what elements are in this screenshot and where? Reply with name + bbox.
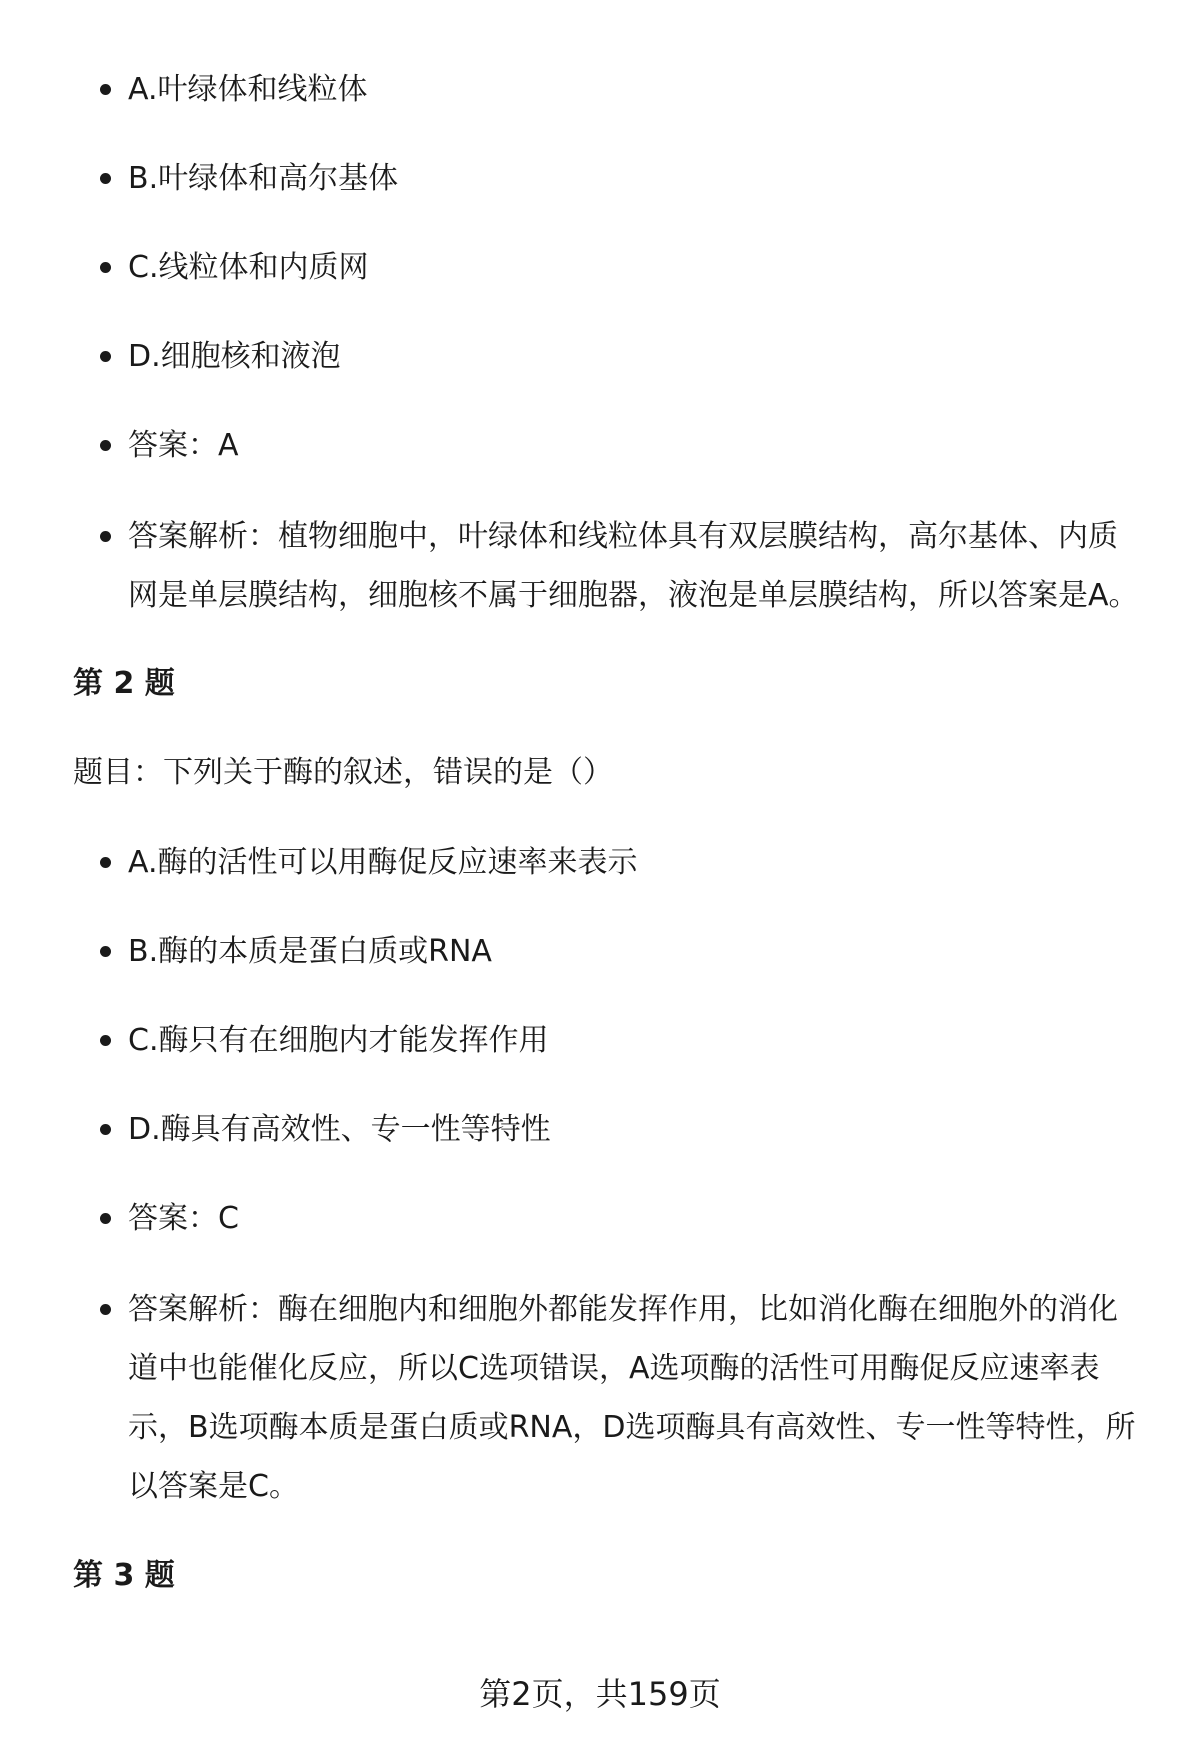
q1-answer: 答案：A (128, 416, 1143, 475)
q1-option-a: A.叶绿体和线粒体 (128, 60, 1143, 119)
q2-option-a: A.酶的活性可以用酶促反应速率来表示 (128, 833, 1143, 892)
q2-option-d: D.酶具有高效性、专一性等特性 (128, 1100, 1143, 1159)
question2-stem: 题目：下列关于酶的叙述，错误的是（） (73, 755, 613, 790)
q2-explanation: 答案解析：酶在细胞内和细胞外都能发挥作用，比如消化酶在细胞外的消化道中也能催化反应，所以C选项错误，A选项酶的活性可用酶促反应速率表示，B选项酶本质是蛋白质或RNA，D选项酶具有高效性、专一性等特性，所以答案是C。 (128, 1280, 1143, 1516)
q2-option-b: B.酶的本质是蛋白质或RNA (128, 922, 1143, 981)
q2-option-c: C.酶只有在细胞内才能发挥作用 (128, 1011, 1143, 1070)
page-number-footer: 第2页，共159页 (479, 1675, 721, 1713)
q1-option-b: B.叶绿体和高尔基体 (128, 149, 1143, 208)
q1-option-d: D.细胞核和液泡 (128, 327, 1143, 386)
q2-answer: 答案：C (128, 1189, 1143, 1248)
q1-explanation: 答案解析：植物细胞中，叶绿体和线粒体具有双层膜结构，高尔基体、内质网是单层膜结构，细胞核不属于细胞器，液泡是单层膜结构，所以答案是A。 (128, 507, 1143, 625)
q1-option-c: C.线粒体和内质网 (128, 238, 1143, 297)
question2-heading: 第 2 题 (73, 666, 175, 701)
question3-heading: 第 3 题 (73, 1558, 175, 1593)
